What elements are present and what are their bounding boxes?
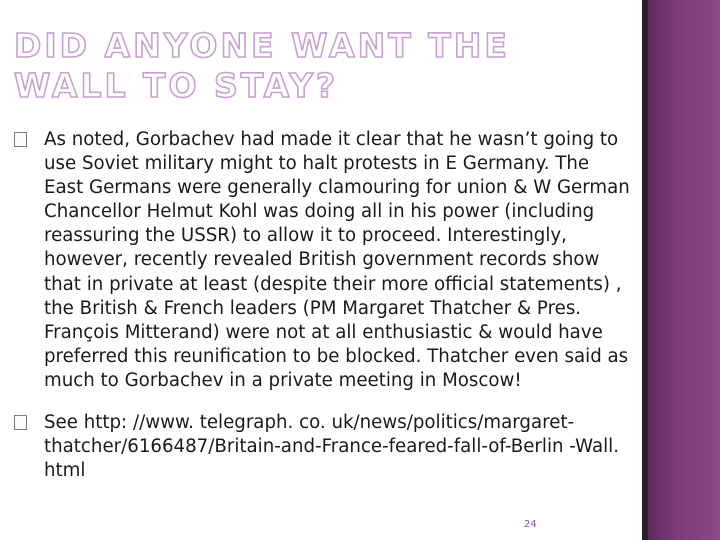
slide-title: DID ANYONE WANT THE WALL TO STAY? [14,26,510,105]
page-number: 24 [524,519,537,530]
bullet-box-icon [14,132,27,147]
bullet-item [30,128,630,393]
side-decorative-band [648,0,720,540]
bullet-link-text[interactable]: See http: //www. telegraph. co. uk/news/politics/margaret-thatcher/6166487/Britain-and-France-feared-fall-of-Berlin -Wall. html [44,412,619,482]
bullet-text: As noted, Gorbachev had made it clear that he wasn’t going to use Soviet military might to halt protests in E Germany. The East Germans were generally clamouring for union & W German Chancellor Helmut Kohl was doing all in his power (including reassuring the USSR) to allow it to proceed. Interestingly, however, recently revealed British government records show that in private at least (despite their more official statements) , the British & French leaders (PM Margaret Thatcher & Pres. François Mitterand) were not at all enthusiastic & would have preferred this reunification to be blocked. Thatcher even said as much to Gorbachev in a private meeting in Moscow! [44,129,630,391]
bullet-item [30,411,630,483]
bullet-box-icon [14,415,27,430]
bullet-list [30,128,630,483]
